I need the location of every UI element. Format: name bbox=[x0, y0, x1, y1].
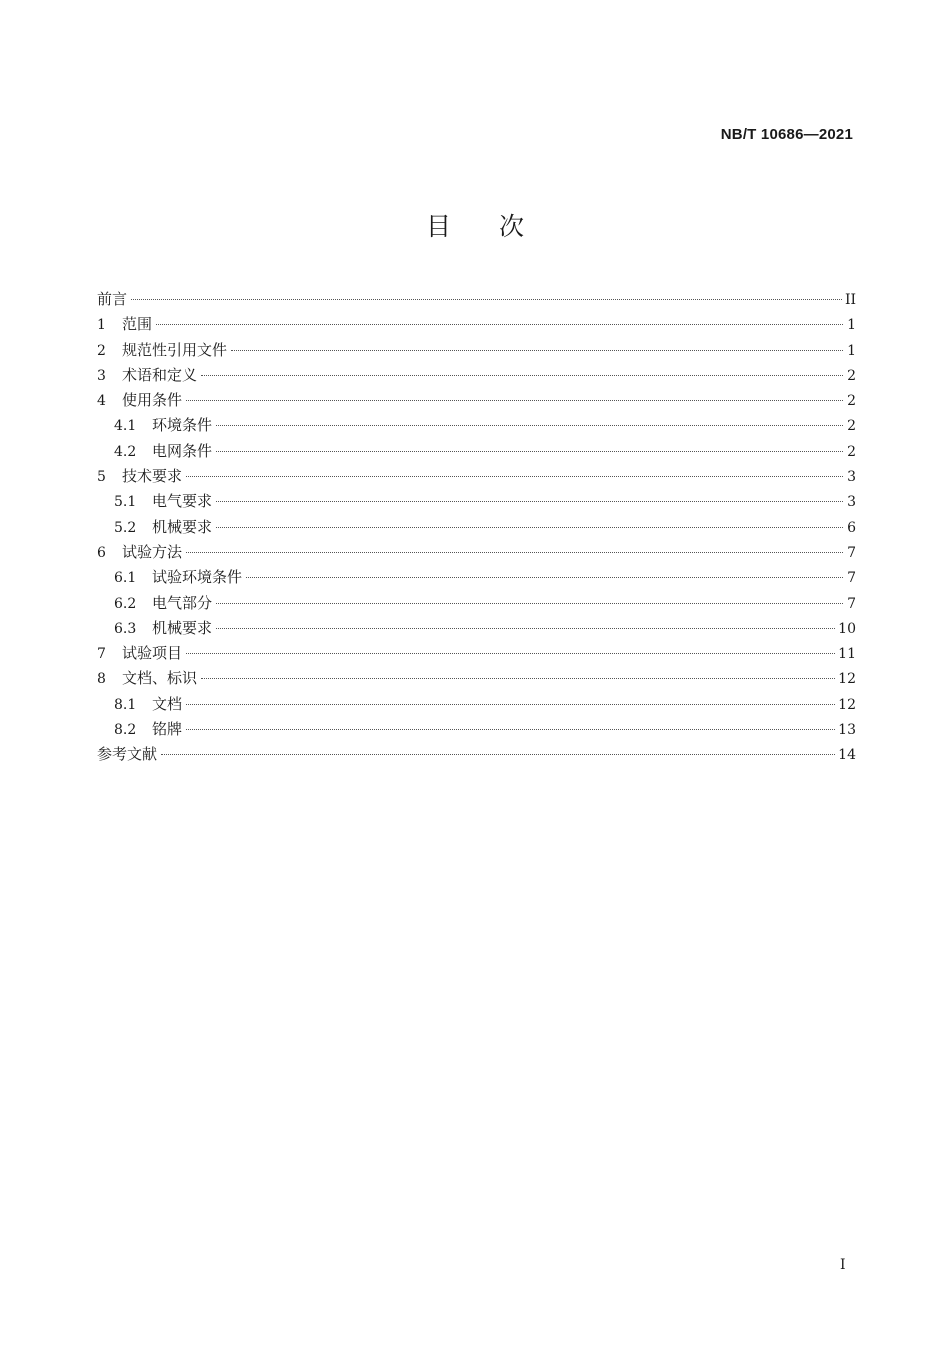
toc-entry-page: 3 bbox=[847, 494, 856, 511]
leader-dots bbox=[186, 400, 843, 401]
toc-entry[interactable] bbox=[97, 541, 856, 566]
toc-entry-page: 6 bbox=[847, 519, 856, 536]
toc-entry-page: 13 bbox=[838, 722, 856, 739]
leader-dots bbox=[201, 678, 835, 679]
leader-dots bbox=[216, 603, 843, 604]
toc-subentry[interactable] bbox=[97, 440, 856, 465]
leader-dots bbox=[131, 299, 842, 300]
toc-entry-number: 4 bbox=[97, 393, 106, 410]
toc-entry-label: 使用条件 bbox=[122, 391, 183, 410]
toc-entry-label: 电气部分 bbox=[152, 593, 213, 612]
toc-entry-page: 12 bbox=[838, 696, 856, 713]
leader-dots bbox=[186, 552, 843, 553]
toc-entry[interactable] bbox=[97, 465, 856, 490]
toc-entry-label: 机械要求 bbox=[152, 618, 213, 637]
leader-dots bbox=[216, 527, 843, 528]
leader-dots bbox=[216, 628, 835, 629]
leader-dots bbox=[186, 653, 835, 654]
toc-entry-label: 试验环境条件 bbox=[152, 568, 243, 587]
toc-entry[interactable] bbox=[97, 642, 856, 667]
toc-subentry[interactable] bbox=[97, 592, 856, 617]
leader-dots bbox=[186, 729, 835, 730]
toc-entry-label: 电气要求 bbox=[152, 492, 213, 511]
toc-entry-number: 6.3 bbox=[114, 620, 137, 637]
title-char-left: 目 bbox=[425, 212, 451, 241]
toc-subentry[interactable] bbox=[97, 693, 856, 718]
toc-entry-label: 前言 bbox=[97, 290, 128, 308]
leader-dots bbox=[216, 451, 843, 452]
leader-dots bbox=[156, 324, 843, 325]
toc-entry[interactable] bbox=[97, 743, 856, 768]
toc-entry-label: 术语和定义 bbox=[122, 365, 198, 384]
toc-subentry[interactable] bbox=[97, 490, 856, 515]
toc-entry-number: 8.2 bbox=[114, 722, 137, 739]
toc-entry-page: 11 bbox=[838, 646, 856, 663]
toc-entry-number: 4.2 bbox=[114, 443, 137, 460]
toc-entry-number: 8 bbox=[97, 671, 106, 688]
toc-entry-page: 1 bbox=[847, 342, 856, 359]
toc-entry-label: 参考文献 bbox=[97, 745, 158, 764]
toc-entry-label: 试验项目 bbox=[122, 644, 183, 663]
toc-entry-page: 7 bbox=[847, 570, 856, 587]
leader-dots bbox=[161, 754, 835, 755]
toc-entry-number: 5.2 bbox=[114, 519, 137, 536]
toc-entry-label: 机械要求 bbox=[152, 517, 213, 536]
toc-entry-page: II bbox=[844, 292, 856, 308]
toc-entry-page: 7 bbox=[847, 595, 856, 612]
toc-entry-page: 2 bbox=[847, 418, 856, 435]
toc-entry-number: 6 bbox=[97, 544, 106, 561]
toc-entry-number: 8.1 bbox=[114, 696, 137, 713]
toc-entry-number: 5 bbox=[97, 469, 106, 486]
toc-entry[interactable] bbox=[97, 667, 856, 692]
toc-subentry[interactable] bbox=[97, 617, 856, 642]
toc-entry-label: 试验方法 bbox=[122, 542, 183, 561]
toc-entry-label: 规范性引用文件 bbox=[122, 340, 228, 359]
toc-entry-number: 6.1 bbox=[114, 570, 137, 587]
toc-entry-label: 环境条件 bbox=[152, 416, 213, 435]
toc-entry-label: 电网条件 bbox=[152, 441, 213, 460]
standard-code: NB/T 10686—2021 bbox=[720, 126, 853, 143]
toc-entry-label: 铭牌 bbox=[152, 720, 183, 739]
toc-entry-page: 12 bbox=[838, 671, 856, 688]
toc-entry-label: 技术要求 bbox=[122, 467, 183, 486]
toc-subentry[interactable] bbox=[97, 718, 856, 743]
table-of-contents bbox=[97, 288, 856, 769]
toc-subentry[interactable] bbox=[97, 414, 856, 439]
toc-entry-number: 1 bbox=[97, 317, 106, 334]
title-char-right: 次 bbox=[499, 212, 525, 241]
leader-dots bbox=[216, 501, 843, 502]
leader-dots bbox=[201, 375, 843, 376]
toc-entry-number: 7 bbox=[97, 646, 106, 663]
toc-entry[interactable] bbox=[97, 339, 856, 364]
leader-dots bbox=[186, 704, 835, 705]
toc-entry[interactable] bbox=[97, 313, 856, 338]
page-number: I bbox=[840, 1257, 846, 1273]
toc-entry-page: 7 bbox=[847, 544, 856, 561]
leader-dots bbox=[246, 577, 843, 578]
toc-entry-page: 2 bbox=[847, 393, 856, 410]
toc-entry-page: 1 bbox=[847, 317, 856, 334]
leader-dots bbox=[216, 425, 843, 426]
page-title bbox=[0, 207, 950, 243]
toc-entry[interactable] bbox=[97, 364, 856, 389]
leader-dots bbox=[186, 476, 843, 477]
leader-dots bbox=[231, 350, 843, 351]
toc-entry-label: 范围 bbox=[122, 315, 153, 334]
toc-entry-number: 5.1 bbox=[114, 494, 137, 511]
toc-entry-label: 文档 bbox=[152, 694, 183, 713]
toc-entry-page: 3 bbox=[847, 469, 856, 486]
toc-entry-number: 4.1 bbox=[114, 418, 137, 435]
toc-entry-page: 2 bbox=[847, 443, 856, 460]
toc-subentry[interactable] bbox=[97, 566, 856, 591]
toc-entry-page: 2 bbox=[847, 367, 856, 384]
toc-entry-label: 文档、标识 bbox=[122, 669, 198, 688]
toc-entry-number: 6.2 bbox=[114, 595, 137, 612]
toc-subentry[interactable] bbox=[97, 516, 856, 541]
toc-entry-page: 10 bbox=[838, 620, 856, 637]
toc-entry-number: 3 bbox=[97, 367, 106, 384]
toc-entry[interactable] bbox=[97, 389, 856, 414]
toc-entry-page: 14 bbox=[838, 747, 856, 764]
toc-entry[interactable] bbox=[97, 288, 856, 313]
toc-entry-number: 2 bbox=[97, 342, 106, 359]
